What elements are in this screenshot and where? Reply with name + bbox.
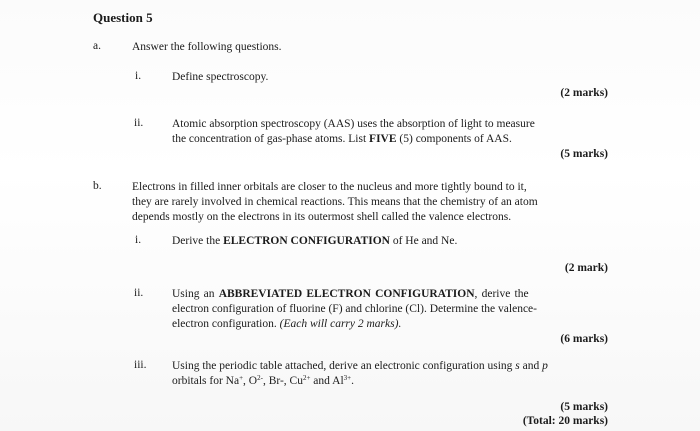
part-a-ii-line1: Atomic absorption spectroscopy (AAS) uses the absorption of light to measure: [172, 118, 535, 130]
part-b-intro-line3: depends mostly on the electrons in its outermost shell called the valence electrons.: [132, 211, 512, 223]
part-a-ii-marks: (5 marks): [560, 148, 608, 160]
part-b-label: b.: [93, 180, 102, 192]
part-b-iii-label: iii.: [134, 359, 147, 371]
part-b-i-marks: (2 mark): [564, 262, 608, 274]
part-a-ii-label: ii.: [134, 117, 144, 129]
part-b-ii-label: ii.: [134, 287, 144, 299]
part-a-intro: Answer the following questions.: [132, 41, 282, 53]
part-b-iii-line2: orbitals for Na+, $O^{2-}$, Br-, $Cu^{2+}$ and $Al^{3+}$.: [172, 374, 354, 387]
part-b-ii-line2: electron configuration of fluorine (F) and chlorine (Cl). Determine the valence-: [172, 303, 537, 315]
part-b-ii-line1: Using an ABBREVIATED ELECTRON CONFIGURATION, derive the: [172, 288, 529, 300]
part-a-i-marks: (2 marks): [560, 87, 608, 99]
part-b-iii-line1: Using the periodic table attached, derive an electronic configuration using s and p: [172, 360, 548, 372]
part-a-label: a.: [93, 40, 101, 52]
part-b-i-label: i.: [135, 234, 142, 246]
part-b-iii-marks: (5 marks): [560, 401, 608, 413]
question-title: Question 5: [93, 10, 153, 25]
total-marks: (Total: 20 marks): [522, 415, 608, 427]
part-b-i-text: Derive the ELECTRON CONFIGURATION of He and Ne.: [172, 235, 458, 247]
part-b-ii-marks: (6 marks): [560, 333, 608, 345]
part-a-ii-line2: the concentration of gas-phase atoms. List FIVE (5) components of AAS.: [172, 133, 512, 145]
part-b-ii-line3: electron configuration. (Each will carry 2 marks).: [172, 318, 402, 330]
part-a-i-label: i.: [135, 70, 142, 82]
part-b-intro-line2: they are rarely involved in chemical reactions. This means that the chemistry of an atom: [132, 196, 538, 208]
part-b-intro-line1: Electrons in filled inner orbitals are closer to the nucleus and more tightly bound to it,: [132, 181, 527, 193]
part-a-i-text: Define spectroscopy.: [172, 71, 269, 83]
